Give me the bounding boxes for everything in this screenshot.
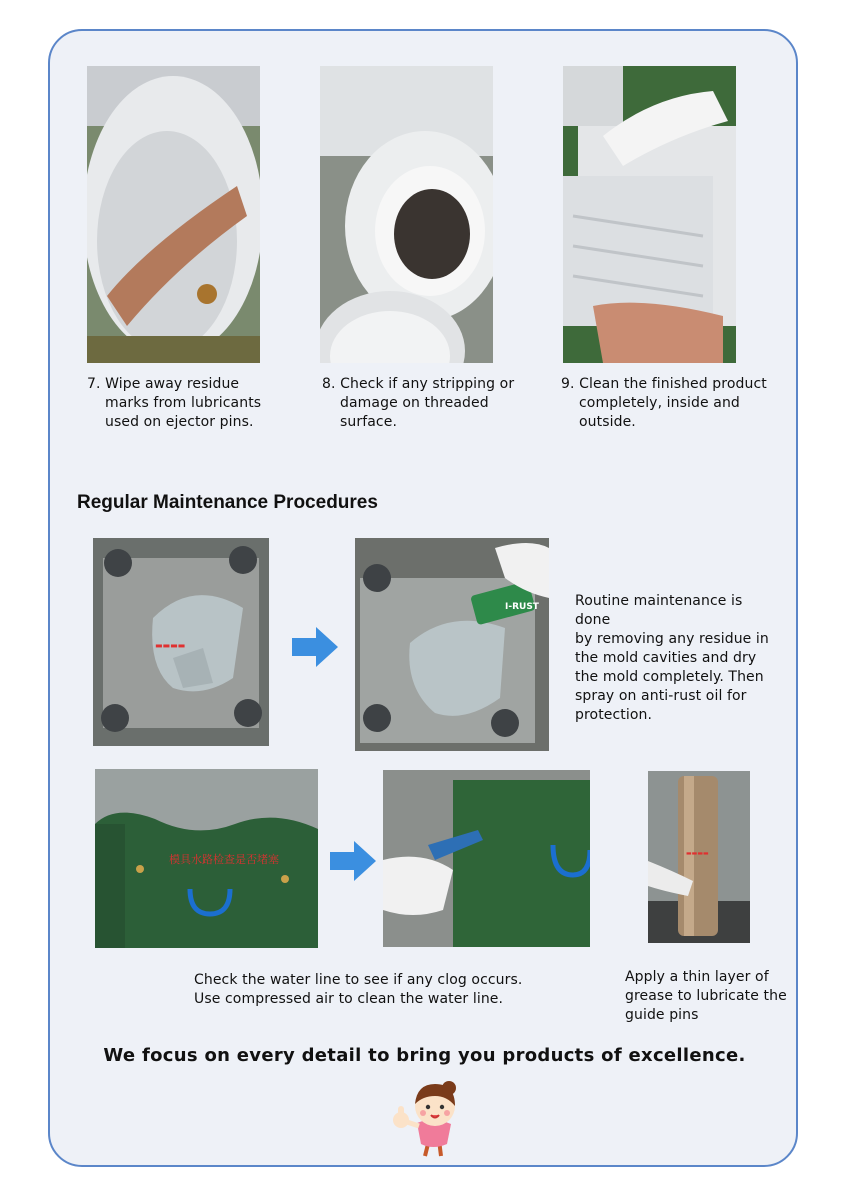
step-9-text: 9. Clean the finished product completely, inside and outside. bbox=[561, 376, 767, 430]
photo-wipe-residue bbox=[87, 66, 260, 363]
water-line-caption bbox=[194, 971, 594, 1009]
right-arrow-icon bbox=[292, 627, 338, 667]
footer-slogan: We focus on every detail to bring you products of excellence. bbox=[103, 1045, 746, 1066]
right-arrow-icon bbox=[330, 841, 376, 881]
step-8-text: 8. Check if any stripping or damage on threaded surface. bbox=[322, 376, 515, 430]
photo-clean-product bbox=[563, 66, 736, 363]
grease-caption bbox=[625, 968, 795, 1025]
thumbs-up-mascot-icon bbox=[387, 1078, 467, 1158]
step-7-caption bbox=[87, 375, 297, 432]
step-8-caption bbox=[322, 375, 552, 432]
guide-pin-annotation: ▬▬▬▬ bbox=[686, 850, 709, 857]
water-line-annotation: 模具水路检查是否堵塞 bbox=[169, 853, 279, 866]
routine-maintenance-text: Routine maintenance is done by removing any residue in the mold cavities and dry the mold completely. Then spray on anti-rust oil for protection. bbox=[575, 593, 769, 723]
photo-threaded-surface bbox=[320, 66, 493, 363]
step-9-caption bbox=[561, 375, 791, 432]
grease-text: Apply a thin layer of grease to lubricate the guide pins bbox=[625, 969, 787, 1023]
routine-maintenance-caption bbox=[575, 592, 775, 725]
photo-guide-pin bbox=[648, 771, 750, 943]
section-title: Regular Maintenance Procedures bbox=[77, 492, 378, 513]
water-line-text: Check the water line to see if any clog occurs. Use compressed air to clean the water line. bbox=[194, 972, 523, 1007]
step-7-text: 7. Wipe away residue marks from lubricants used on ejector pins. bbox=[87, 376, 262, 430]
photo-mold-spray bbox=[355, 538, 549, 751]
photo-compressed-air bbox=[383, 770, 590, 947]
mold-annotation-small: ▬▬▬▬ bbox=[155, 641, 186, 650]
spray-can-label: I-RUST bbox=[505, 602, 539, 612]
